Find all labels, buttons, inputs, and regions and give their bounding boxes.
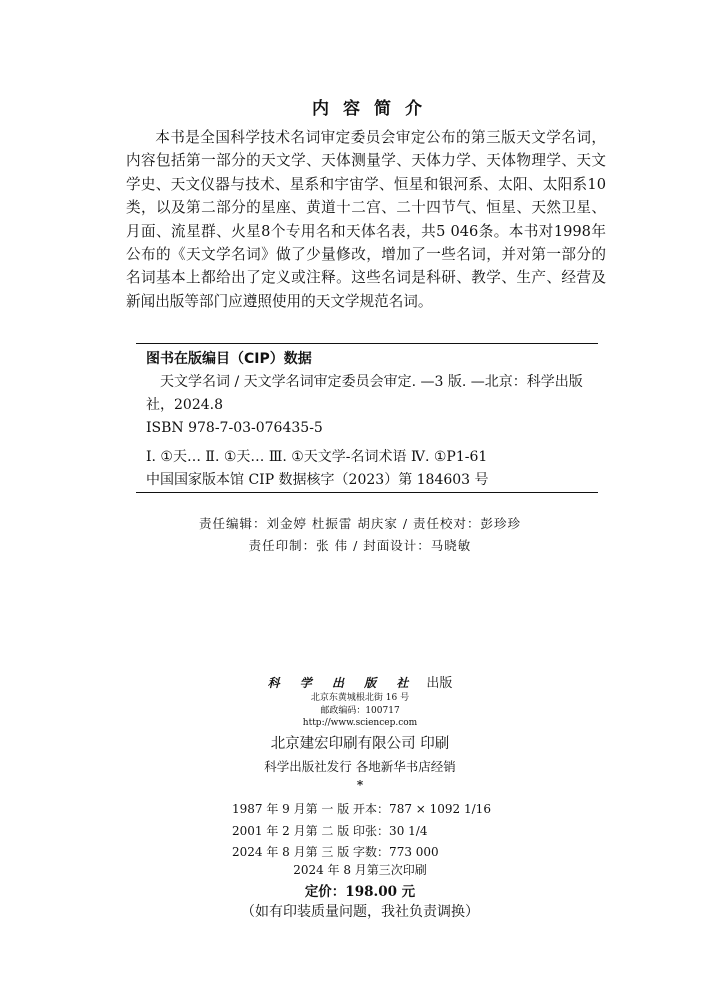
editors bbox=[0, 513, 720, 557]
publisher-postcode: 邮政编码：100717 bbox=[320, 706, 400, 716]
price: 定价：198.00 元 bbox=[304, 884, 416, 900]
editors-line-1: 责任编辑：刘金婷 杜振雷 胡庆家 / 责任校对：彭珍珍 bbox=[198, 516, 522, 531]
printer: 北京建宏印刷有限公司 印刷 bbox=[270, 736, 450, 752]
publisher-website: http://www.sciencep.com bbox=[302, 718, 418, 728]
publisher-action: 出版 bbox=[426, 676, 453, 691]
quality-notice: （如有印装质量问题，我社负责调换） bbox=[241, 904, 479, 920]
publisher-line bbox=[0, 672, 720, 691]
cip-block bbox=[146, 348, 598, 492]
cip-bottom-rule bbox=[136, 492, 598, 493]
distribution: 科学出版社发行 各地新华书店经销 bbox=[264, 759, 456, 774]
edition-line-1: 1987 年 9 月第 一 版 开本：787 × 1092 1/16 bbox=[232, 802, 491, 816]
publisher-name: 科 学 出 版 社 bbox=[267, 676, 417, 690]
cip-heading: 图书在版编目（CIP）数据 bbox=[146, 351, 312, 367]
edition-line-2: 2001 年 2 月第 二 版 印张：30 1/4 bbox=[232, 824, 428, 838]
publisher-address: 北京东黄城根北街 16 号 bbox=[310, 693, 410, 703]
reprint-line: 2024 年 8 月第三次印刷 bbox=[293, 863, 427, 877]
cip-classification: Ⅰ. ①天… Ⅱ. ①天… Ⅲ. ①天文学-名词术语 Ⅳ. ①P1-61 bbox=[146, 449, 488, 465]
editors-line-2: 责任印制：张 伟 / 封面设计：马晓敏 bbox=[248, 538, 472, 553]
separator: * bbox=[356, 778, 364, 792]
intro-title: 内容简介 bbox=[312, 99, 436, 119]
intro-body: 本书是全国科学技术名词审定委员会审定公布的第三版天文学名词，内容包括第一部分的天文学、天体测量学、天体力学、天体物理学、天文学史、天文仪器与技术、星系和宇宙学、恒星和银河系、太阳、太阳系10类，以及第二部分的星座、黄道十二宫、二十四节气、恒星、天然卫星、月面、流星群、火星8个专用名和天体名表，共5 046条。本书对1998年公布的《天文学名词》做了少量修改，增加了一些名词，并对第一部分的名词基本上都给出了定义或注释。这些名词是科研、教学、生产、经营及新闻出版等部门应遵照使用的天文学规范名词。 bbox=[126, 129, 606, 310]
cip-top-rule bbox=[136, 343, 598, 344]
cip-isbn: ISBN 978-7-03-076435-5 bbox=[146, 420, 323, 436]
cip-record: 中国国家版本馆 CIP 数据核字（2023）第 184603 号 bbox=[146, 472, 489, 488]
edition-line-3: 2024 年 8 月第 三 版 字数：773 000 bbox=[232, 845, 439, 859]
cip-description: 天文学名词 / 天文学名词审定委员会审定. —3 版. —北京：科学出版社，2024.8 bbox=[146, 374, 583, 413]
